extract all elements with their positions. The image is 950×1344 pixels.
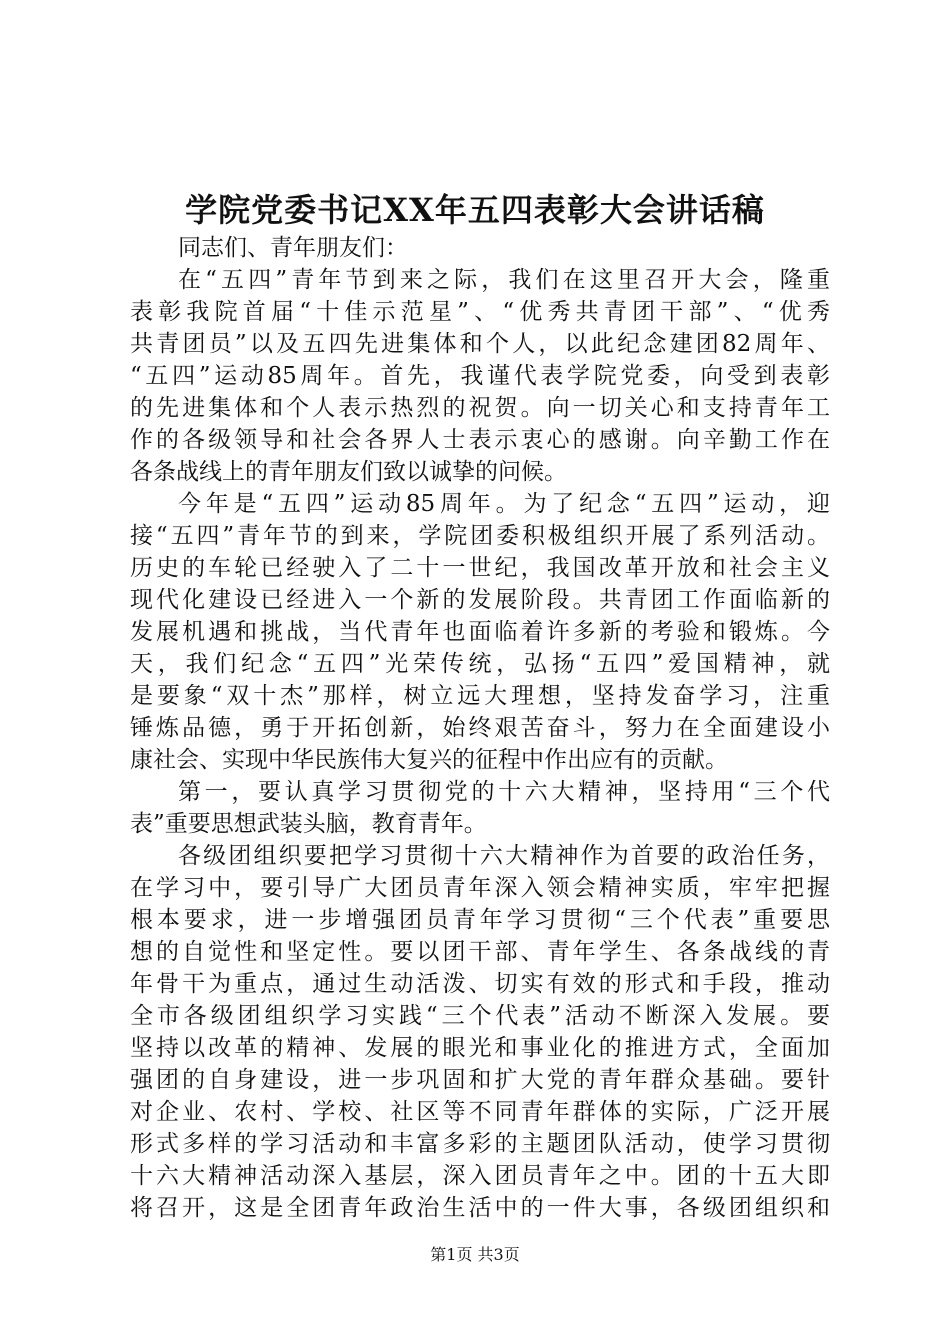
- paragraph-line: 强团的自身建设，进一步巩固和扩大党的青年群众基础。要针: [130, 1067, 830, 1093]
- paragraph-line: 表彰我院首届“十佳示范星”、“优秀共青团干部”、“优秀: [130, 299, 830, 325]
- paragraph-line: 在学习中，要引导广大团员青年深入领会精神实质，牢牢把握: [130, 875, 830, 901]
- paragraph-line: 康社会、实现中华民族伟大复兴的征程中作出应有的贡献。: [130, 747, 728, 773]
- paragraph-line: 十六大精神活动深入基层，深入团员青年之中。团的十五大即: [130, 1163, 830, 1189]
- document-title: 学院党委书记XX年五四表彰大会讲话稿: [185, 191, 765, 229]
- paragraph-line: 发展机遇和挑战，当代青年也面临着许多新的考验和锻炼。今: [130, 619, 830, 645]
- paragraph-line: 各级团组织要把学习贯彻十六大精神作为首要的政治任务，: [178, 843, 830, 869]
- paragraph-line: 锤炼品德，勇于开拓创新，始终艰苦奋斗，努力在全面建设小: [130, 715, 830, 741]
- paragraph-line: 现代化建设已经进入一个新的发展阶段。共青团工作面临新的: [130, 587, 830, 613]
- paragraph-line: 共青团员”以及五四先进集体和个人，以此纪念建团82周年、: [130, 331, 830, 357]
- paragraph-line: 表”重要思想武装头脑，教育青年。: [130, 811, 487, 837]
- paragraph-line: 想的自觉性和坚定性。要以团干部、青年学生、各条战线的青: [130, 939, 830, 965]
- paragraph-line: 各条战线上的青年朋友们致以诚挚的问候。: [130, 459, 567, 485]
- paragraph-line: 历史的车轮已经驶入了二十一世纪，我国改革开放和社会主义: [130, 555, 830, 581]
- paragraph-line: 年骨干为重点，通过生动活泼、切实有效的形式和手段，推动: [130, 971, 830, 997]
- paragraph-line: “五四”运动85周年。首先，我谨代表学院党委，向受到表彰: [130, 363, 830, 389]
- paragraph-line: 将召开，这是全团青年政治生活中的一件大事，各级团组织和: [130, 1195, 830, 1221]
- salutation-line: 同志们、青年朋友们：: [178, 235, 408, 261]
- paragraph-line: 根本要求，进一步增强团员青年学习贯彻“三个代表”重要思: [130, 907, 830, 933]
- paragraph-line: 的先进集体和个人表示热烈的祝贺。向一切关心和支持青年工: [130, 395, 830, 421]
- paragraph-line: 接“五四”青年节的到来，学院团委积极组织开展了系列活动。: [130, 523, 830, 549]
- paragraph-line: 第一，要认真学习贯彻党的十六大精神，坚持用“三个代: [178, 779, 830, 805]
- paragraph-line: 天，我们纪念“五四”光荣传统，弘扬“五四”爱国精神，就: [130, 651, 830, 677]
- paragraph-line: 今年是“五四”运动85周年。为了纪念“五四”运动，迎: [178, 491, 830, 517]
- paragraph-line: 在“五四”青年节到来之际，我们在这里召开大会，隆重: [178, 267, 830, 293]
- paragraph-line: 是要象“双十杰”那样，树立远大理想，坚持发奋学习，注重: [130, 683, 830, 709]
- document-body: [130, 232, 830, 1224]
- paragraph-line: 形式多样的学习活动和丰富多彩的主题团队活动，使学习贯彻: [130, 1131, 830, 1157]
- page-footer: 第1页 共3页: [430, 1245, 520, 1264]
- paragraph-line: 坚持以改革的精神、发展的眼光和事业化的推进方式，全面加: [130, 1035, 830, 1061]
- paragraph-line: 全市各级团组织学习实践“三个代表”活动不断深入发展。要: [130, 1003, 830, 1029]
- paragraph-line: 对企业、农村、学校、社区等不同青年群体的实际，广泛开展: [130, 1099, 830, 1125]
- paragraph-line: 作的各级领导和社会各界人士表示衷心的感谢。向辛勤工作在: [130, 427, 830, 453]
